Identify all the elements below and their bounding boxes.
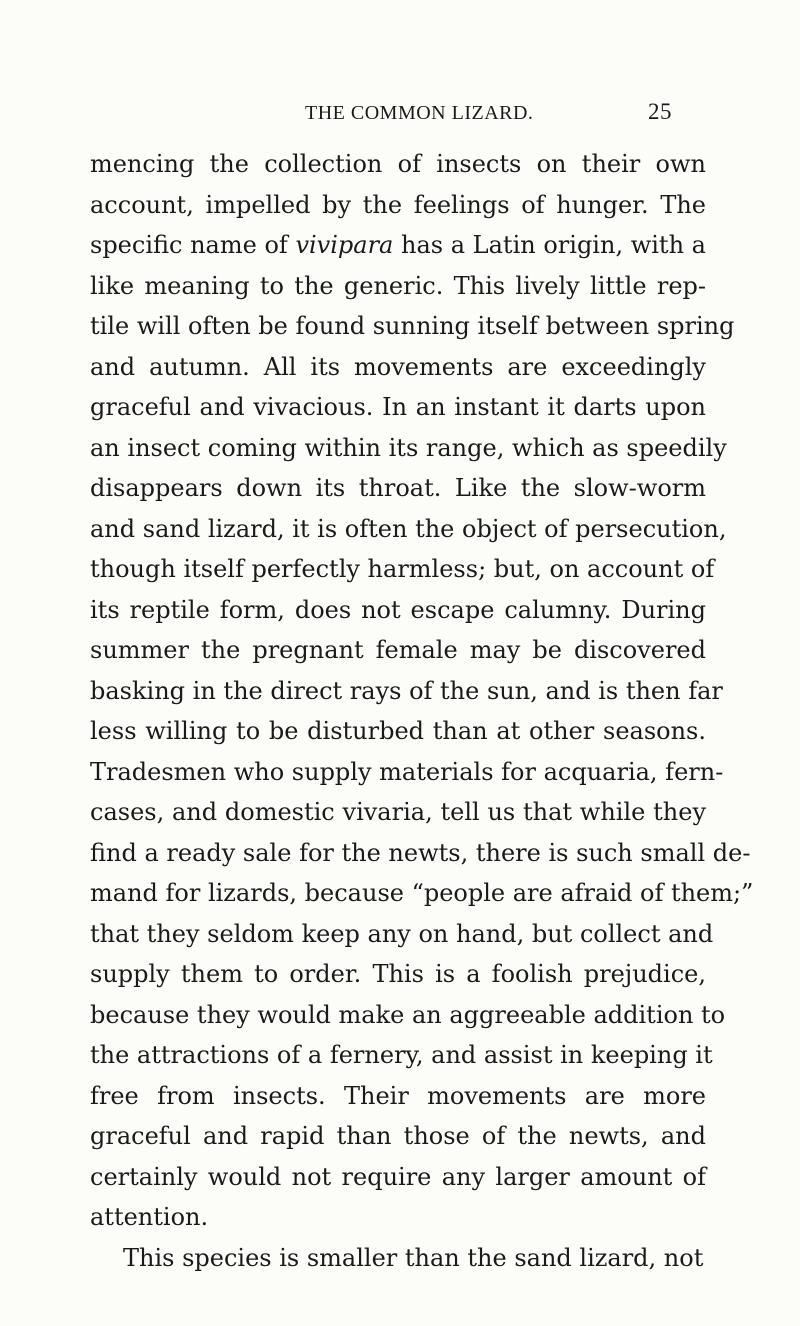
text-line: basking in the direct rays of the sun, and is then far <box>90 676 723 705</box>
text-line: certainly would not require any larger amount of <box>90 1162 706 1191</box>
body-text <box>90 144 754 1278</box>
text-line: and autumn. All its movements are exceedingly <box>90 352 706 381</box>
text-line: mencing the collection of insects on their own <box>90 150 706 178</box>
text-line: its reptile form, does not escape calumny. During <box>90 595 706 624</box>
text-line: less willing to be disturbed than at other seasons. <box>90 717 706 745</box>
running-title: THE COMMON LIZARD. <box>305 102 534 124</box>
text-line: like meaning to the generic. This lively little rep- <box>90 271 706 300</box>
text-line: This species is smaller than the sand lizard, not <box>123 1243 704 1272</box>
text-line: specific name of vivipara has a Latin origin, with a <box>90 231 706 259</box>
text-line: because they would make an aggreeable addition to <box>90 1000 726 1029</box>
page-number: 25 <box>648 99 672 124</box>
page-header <box>0 99 800 132</box>
text-line: and sand lizard, it is often the object of persecution, <box>90 514 727 543</box>
text-line: though itself perfectly harmless; but, on account of <box>90 555 715 583</box>
text-line: cases, and domestic vivaria, tell us that while they <box>90 798 706 826</box>
text-line: graceful and rapid than those of the newts, and <box>90 1122 706 1150</box>
text-line: that they seldom keep any on hand, but collect and <box>90 919 714 948</box>
text-line: disappears down its throat. Like the slow-worm <box>90 474 706 502</box>
text-line: the attractions of a fernery, and assist in keeping it <box>90 1041 713 1069</box>
text-line: Tradesmen who supply materials for acquaria, fern- <box>90 757 724 786</box>
italic-term: vivipara <box>295 231 394 259</box>
text-line: attention. <box>90 1203 209 1231</box>
text-line: mand for lizards, because “people are afraid of them;” <box>90 879 754 907</box>
text-line: free from insects. Their movements are more <box>90 1081 706 1110</box>
text-line: graceful and vivacious. In an instant it darts upon <box>90 393 706 421</box>
text-line: supply them to order. This is a foolish prejudice, <box>90 960 706 988</box>
text-line: find a ready sale for the newts, there is such small de- <box>90 838 751 867</box>
text-line: tile will often be found sunning itself between spring <box>90 312 735 340</box>
text-line: account, impelled by the feelings of hunger. The <box>90 190 706 219</box>
text-line: summer the pregnant female may be discovered <box>90 636 706 664</box>
text-line: an insect coming within its range, which as speedily <box>90 433 727 462</box>
